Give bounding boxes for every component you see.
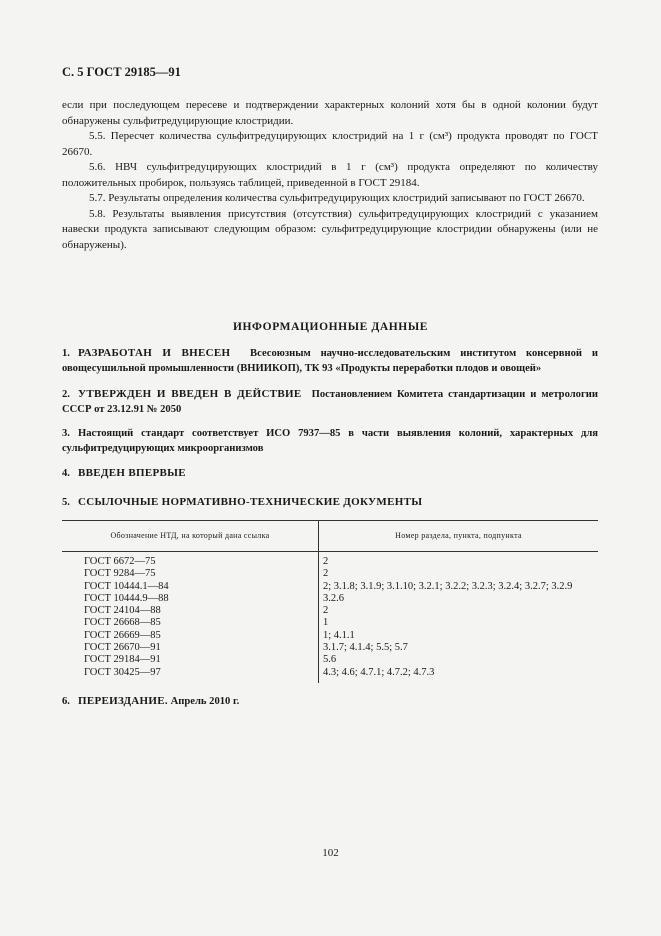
- item-number: 5.: [62, 497, 70, 508]
- item-heading: ВВЕДЕН ВПЕРВЫЕ: [78, 467, 186, 479]
- table-cell: 2: [323, 556, 329, 567]
- item-number: 3.: [62, 428, 70, 439]
- paragraph: если при последующем пересеве и подтверждении характерных колоний хотя бы в одной колонии будут обнаружены сульфитредуцирующие клостридии.: [62, 99, 598, 127]
- table-row: [62, 617, 598, 629]
- table-cell: ГОСТ 10444.9—88: [62, 593, 319, 605]
- item-heading: ПЕРЕИЗДАНИЕ.: [78, 695, 168, 707]
- table-cell: ГОСТ 30425—97: [62, 667, 319, 683]
- item-number: 4.: [62, 468, 70, 479]
- paragraph: 5.8. Результаты выявления присутствия (отсутствия) сульфитредуцирующих клостридий с указанием навески продукта записывают следующим образом: сульфитредуцирующие клостридии обнаружены (или не обнаружены).: [62, 207, 598, 251]
- table-cell: 3.1.7; 4.1.4; 5.5; 5.7: [323, 642, 408, 654]
- item-number: 6.: [62, 696, 70, 707]
- references-table: [62, 520, 598, 683]
- column-header: Обозначение НТД, на который дана ссылка: [62, 521, 319, 552]
- paragraph: 5.7. Результаты определения количества сульфитредуцирующих клостридий записывают по ГОСТ 26670.: [89, 192, 585, 204]
- table-cell: 5.6: [323, 654, 337, 666]
- table-cell: 1; 4.1.1: [323, 629, 355, 641]
- table-cell: 2: [323, 605, 329, 617]
- table-cell: ГОСТ 10444.1—84: [62, 581, 319, 593]
- table-row: [62, 552, 598, 569]
- table-cell: 3.2.6: [323, 592, 344, 604]
- column-header: Номер раздела, пункта, подпункта: [319, 521, 599, 552]
- table-cell: ГОСТ 9284—75: [62, 568, 319, 580]
- table-cell: 2: [323, 568, 329, 580]
- item-heading: УТВЕРЖДЕН И ВВЕДЕН В ДЕЙСТВИЕ: [78, 388, 302, 400]
- info-item: [62, 427, 598, 456]
- table-cell: 2; 3.1.8; 3.1.9; 3.1.10; 3.2.1; 3.2.2; 3.2.3; 3.2.4; 3.2.7; 3.2.9: [323, 580, 573, 592]
- item-heading: ССЫЛОЧНЫЕ НОРМАТИВНО-ТЕХНИЧЕСКИЕ ДОКУМЕНТЫ: [78, 496, 423, 508]
- item-text: Апрель 2010 г.: [170, 696, 240, 707]
- table-cell: ГОСТ 26670—91: [62, 642, 319, 654]
- table-cell: ГОСТ 6672—75: [62, 552, 319, 569]
- table-row: [62, 630, 598, 642]
- item-text: Постановлением Комитета стандартизации и метрологии СССР от 23.12.91 № 2050: [62, 389, 598, 415]
- table-cell: 4.3; 4.6; 4.7.1; 4.7.2; 4.7.3: [323, 666, 435, 678]
- info-item: [62, 694, 598, 710]
- info-title: ИНФОРМАЦИОННЫЕ ДАННЫЕ: [232, 321, 429, 333]
- table-row: [62, 654, 598, 666]
- page-header: С. 5 ГОСТ 29185—91: [62, 65, 181, 79]
- table-cell: 1: [323, 617, 329, 629]
- table-cell: ГОСТ 26668—85: [62, 617, 319, 629]
- table-row: [62, 568, 598, 580]
- table-cell: ГОСТ 24104—88: [62, 605, 319, 617]
- item-number: 2.: [62, 389, 70, 400]
- table-header-row: [62, 521, 598, 552]
- info-item: [62, 387, 598, 417]
- table-row: [62, 667, 598, 683]
- table-row: [62, 581, 598, 593]
- table-row: [62, 642, 598, 654]
- item-number: 1.: [62, 348, 70, 359]
- info-item: [62, 495, 598, 511]
- info-item: [62, 346, 598, 376]
- table-cell: ГОСТ 26669—85: [62, 630, 319, 642]
- body-text: [62, 98, 598, 253]
- paragraph: 5.5. Пересчет количества сульфитредуцирующих клостридий на 1 г (см³) продукта проводят по ГОСТ 26670.: [62, 130, 598, 158]
- item-text: Всесоюзным научно-исследовательским институтом консервной и овощесушильной промышленности (ВНИИКОП), ТК 93 «Продукты переработки плодов и овощей»: [62, 348, 598, 374]
- info-item: [62, 466, 598, 482]
- item-heading: РАЗРАБОТАН И ВНЕСЕН: [78, 347, 231, 359]
- item-text: Настоящий стандарт соответствует ИСО 7937—85 в части выявления колоний, характерных для сульфитредуцирующих микроорганизмов: [62, 428, 598, 454]
- table-row: [62, 605, 598, 617]
- table-row: [62, 593, 598, 605]
- page-number: 102: [322, 847, 339, 859]
- paragraph: 5.6. НВЧ сульфитредуцирующих клостридий в 1 г (см³) продукта определяют по количеству положительных пробирок, пользуясь таблицей, приведенной в ГОСТ 29184.: [62, 161, 598, 189]
- table-cell: ГОСТ 29184—91: [62, 654, 319, 666]
